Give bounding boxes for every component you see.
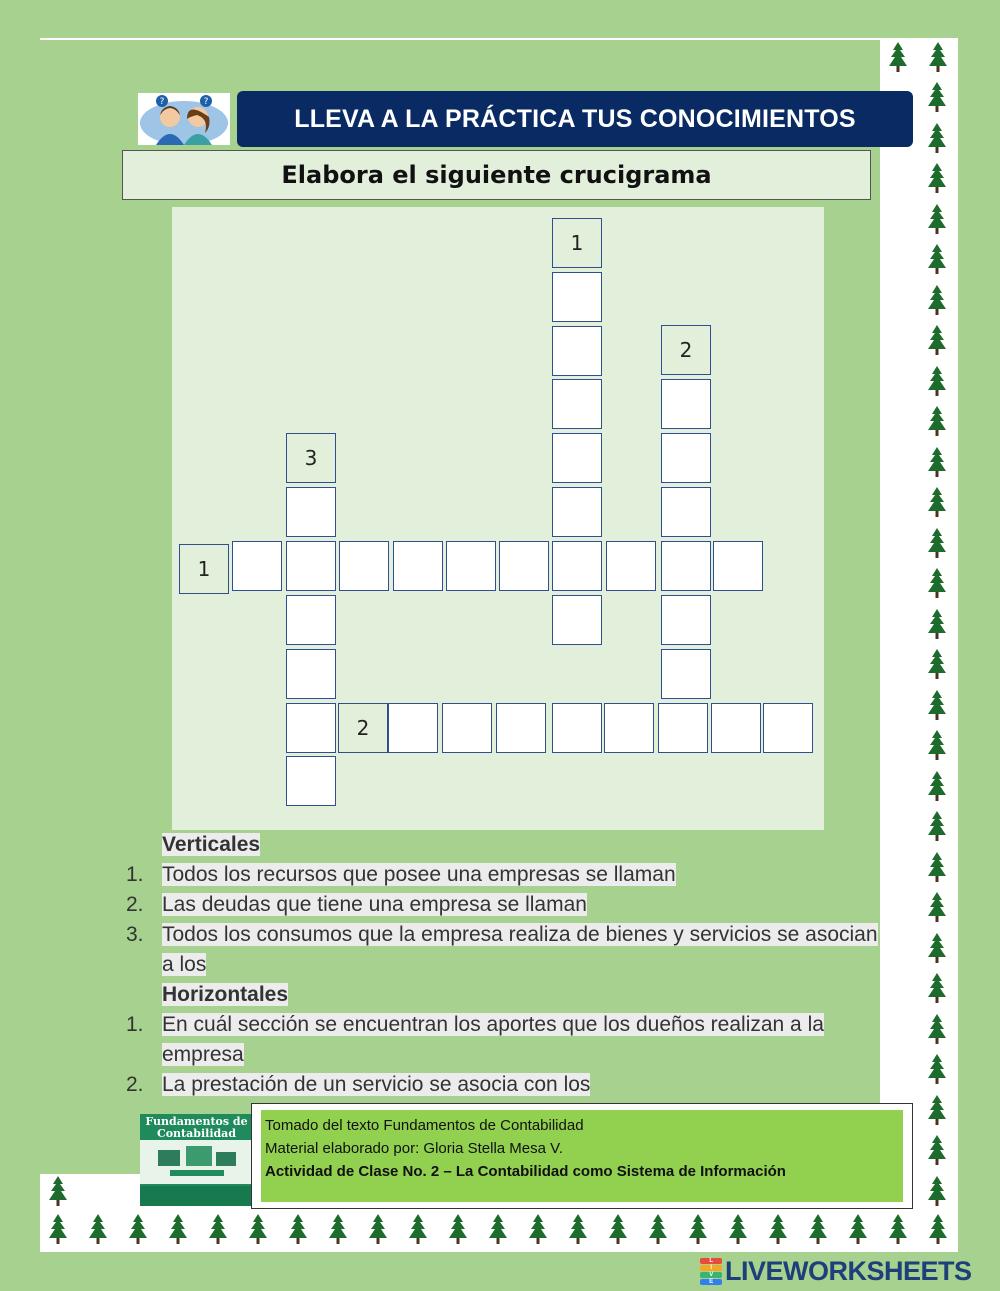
crossword-cell[interactable] — [552, 379, 602, 429]
crossword-cell[interactable] — [286, 541, 336, 591]
pine-tree-icon — [888, 41, 908, 73]
pine-tree-icon — [927, 284, 947, 316]
svg-text:?: ? — [159, 97, 165, 107]
pine-tree-icon — [888, 1213, 908, 1245]
crossword-cell[interactable] — [286, 649, 336, 699]
crossword-cell[interactable] — [286, 595, 336, 645]
pine-tree-icon — [927, 689, 947, 721]
pine-tree-icon — [368, 1213, 388, 1245]
crossword-cell[interactable] — [606, 541, 656, 591]
crossword-cell[interactable] — [552, 703, 602, 753]
people-question-icon — [138, 93, 230, 145]
crossword-cell[interactable] — [393, 541, 443, 591]
crossword-cell[interactable] — [661, 487, 711, 537]
crossword-cell[interactable] — [661, 541, 711, 591]
crossword-cell[interactable] — [339, 541, 389, 591]
pine-tree-icon — [408, 1213, 428, 1245]
pine-tree-icon — [208, 1213, 228, 1245]
crossword-cell[interactable] — [661, 433, 711, 483]
pine-tree-icon — [168, 1213, 188, 1245]
clue-item: 3. Todos los consumos que la empresa realiza de bienes y servicios se asocian a los — [126, 923, 878, 976]
crossword-number-h2: 2 — [338, 703, 388, 753]
pine-tree-icon — [48, 1175, 68, 1207]
crossword-number-v1: 1 — [552, 218, 602, 268]
pine-tree-icon — [128, 1213, 148, 1245]
clue-item: 2. Las deudas que tiene una empresa se llaman — [126, 893, 587, 916]
pine-tree-icon — [927, 1094, 947, 1126]
crossword-cell[interactable] — [763, 703, 813, 753]
pine-tree-icon — [48, 1213, 68, 1245]
brand-name: LIVEWORKSHEETS — [725, 1255, 972, 1286]
pine-tree-icon — [808, 1213, 828, 1245]
clue-text: La prestación de un servicio se asocia con los — [162, 1073, 591, 1096]
pine-tree-icon — [248, 1213, 268, 1245]
crossword-cell[interactable] — [286, 487, 336, 537]
page-title: LLEVA A LA PRÁCTICA TUS CONOCIMIENTOS — [237, 91, 913, 147]
pine-tree-icon — [927, 567, 947, 599]
crossword-cell[interactable] — [442, 703, 492, 753]
pine-tree-icon — [927, 851, 947, 883]
clue-item: 2. La prestación de un servicio se asocia con los — [126, 1073, 591, 1096]
crossword-number-v2: 2 — [661, 325, 711, 375]
pine-tree-icon — [648, 1213, 668, 1245]
pine-tree-icon — [927, 770, 947, 802]
instruction-subtitle: Elabora el siguiente crucigrama — [122, 150, 871, 200]
crossword-cell[interactable] — [711, 703, 761, 753]
pine-tree-icon — [448, 1213, 468, 1245]
crossword-cell[interactable] — [552, 595, 602, 645]
pine-tree-icon — [927, 1013, 947, 1045]
pine-tree-icon — [927, 446, 947, 478]
pine-tree-icon — [927, 405, 947, 437]
crossword-cell[interactable] — [552, 433, 602, 483]
crossword-cell[interactable] — [552, 487, 602, 537]
credit-activity: Actividad de Clase No. 2 – La Contabilidad como Sistema de Información — [265, 1163, 786, 1180]
crossword-cell[interactable] — [496, 703, 546, 753]
pine-tree-icon — [927, 932, 947, 964]
pine-tree-icon — [927, 122, 947, 154]
crossword-cell[interactable] — [552, 326, 602, 376]
pine-tree-icon — [927, 527, 947, 559]
pine-tree-icon — [927, 162, 947, 194]
crossword-cell[interactable] — [286, 756, 336, 806]
crossword-cell[interactable] — [232, 541, 282, 591]
book-title: Fundamentos de Contabilidad — [145, 1115, 248, 1140]
pine-tree-icon — [927, 648, 947, 680]
crossword-cell[interactable] — [286, 703, 336, 753]
crossword-cell[interactable] — [713, 541, 763, 591]
credits-box — [251, 1103, 913, 1209]
pine-tree-icon — [927, 810, 947, 842]
pine-tree-icon — [688, 1213, 708, 1245]
crossword-cell[interactable] — [446, 541, 496, 591]
crossword-cell[interactable] — [604, 703, 654, 753]
crossword-number-h1: 1 — [179, 544, 229, 594]
credit-source: Tomado del texto Fundamentos de Contabilidad — [265, 1117, 584, 1134]
liveworksheets-logo[interactable] — [700, 1256, 972, 1286]
pine-tree-icon — [927, 891, 947, 923]
pine-tree-icon — [927, 1053, 947, 1085]
pine-tree-icon — [288, 1213, 308, 1245]
pine-tree-icon — [927, 1134, 947, 1166]
pine-tree-icon — [927, 1175, 947, 1207]
pine-tree-icon — [488, 1213, 508, 1245]
svg-text:?: ? — [203, 97, 209, 107]
crossword-cell[interactable] — [552, 272, 602, 322]
pine-tree-icon — [927, 972, 947, 1004]
clue-text: Todos los recursos que posee una empresas se llaman — [162, 863, 676, 886]
clue-text: En cuál sección se encuentran los aportes que los dueños realizan a la empresa — [162, 1013, 824, 1066]
horizontal-heading: Horizontales — [162, 983, 289, 1006]
pine-tree-icon — [927, 243, 947, 275]
liveworksheets-logo-icon: L I V E — [700, 1258, 722, 1284]
pine-tree-icon — [768, 1213, 788, 1245]
clues-section — [126, 830, 886, 1100]
crossword-cell[interactable] — [661, 649, 711, 699]
crossword-cell[interactable] — [661, 379, 711, 429]
pine-tree-icon — [528, 1213, 548, 1245]
book-cover-image — [140, 1114, 253, 1206]
pine-tree-icon — [927, 608, 947, 640]
clue-text: Todos los consumos que la empresa realiza de bienes y servicios se asocian a los — [162, 923, 878, 976]
pine-tree-icon — [927, 203, 947, 235]
vertical-heading: Verticales — [162, 833, 261, 856]
clue-item: 1. Todos los recursos que posee una empresas se llaman — [126, 863, 676, 886]
credits-panel — [261, 1110, 903, 1202]
pine-tree-icon — [927, 365, 947, 397]
pine-tree-icon — [928, 1213, 948, 1245]
pine-tree-icon — [928, 41, 948, 73]
pine-tree-icon — [728, 1213, 748, 1245]
pine-tree-icon — [927, 486, 947, 518]
pine-tree-icon — [927, 324, 947, 356]
crossword-grid — [172, 207, 824, 830]
pine-tree-icon — [927, 81, 947, 113]
pine-tree-icon — [927, 729, 947, 761]
crossword-cell[interactable] — [499, 541, 549, 591]
crossword-cell[interactable] — [661, 595, 711, 645]
pine-tree-icon — [328, 1213, 348, 1245]
credit-author: Material elaborado por: Gloria Stella Mesa V. — [265, 1140, 563, 1157]
crossword-cell[interactable] — [658, 703, 708, 753]
crossword-cell[interactable] — [388, 703, 438, 753]
clue-item: 1. En cuál sección se encuentran los aportes que los dueños realizan a la empresa — [126, 1013, 824, 1066]
pine-tree-icon — [88, 1213, 108, 1245]
pine-tree-icon — [568, 1213, 588, 1245]
pine-tree-icon — [608, 1213, 628, 1245]
pine-tree-icon — [848, 1213, 868, 1245]
crossword-cell[interactable] — [552, 541, 602, 591]
clue-text: Las deudas que tiene una empresa se llaman — [162, 893, 587, 916]
crossword-number-v3: 3 — [286, 433, 336, 483]
